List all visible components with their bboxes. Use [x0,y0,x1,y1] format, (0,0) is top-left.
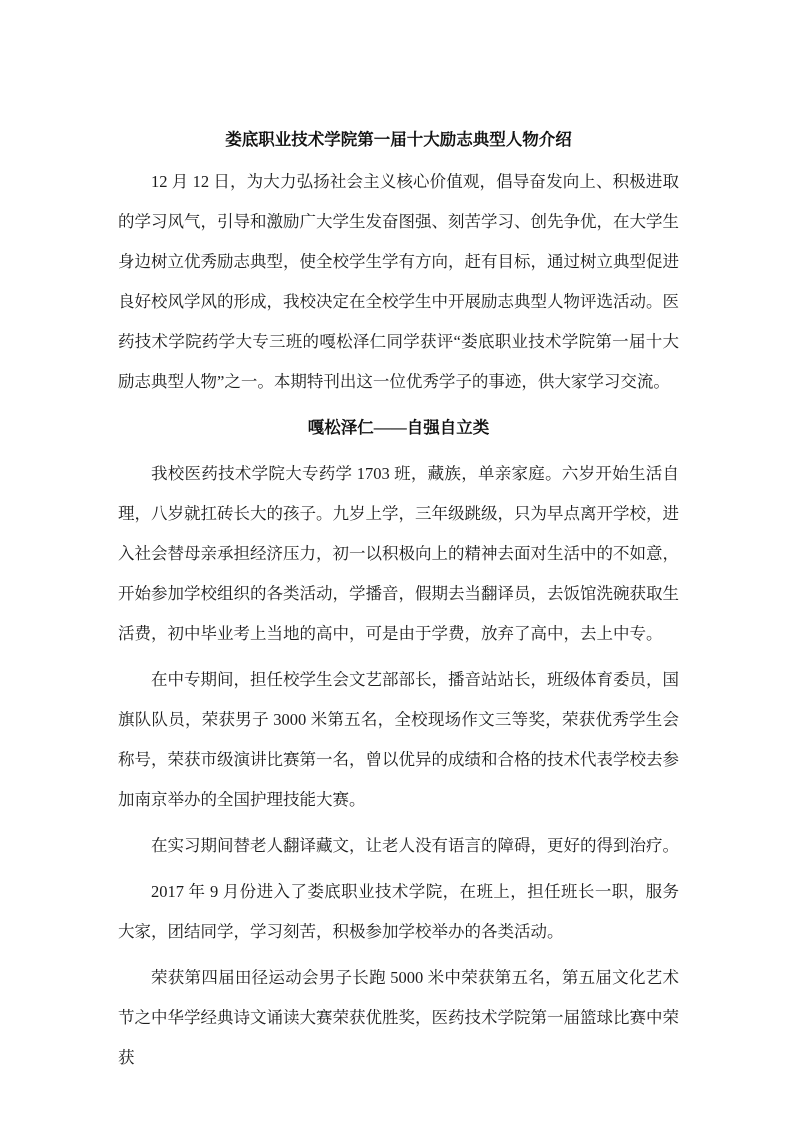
document-title: 娄底职业技术学院第一届十大励志典型人物介绍 [225,130,572,149]
section-heading: 嘎松泽仁——自强自立类 [307,418,490,437]
body-paragraph-5: 荣获第四届田径运动会男子长跑 5000 米中荣获第五名，第五届文化艺术节之中华学经典诗文诵读大赛荣获优胜奖，医药技术学院第一届篮球比赛中荣获 [118,968,679,1067]
intro-paragraph: 12 月 12 日，为大力弘扬社会主义核心价值观，倡导奋发向上、积极进取的学习风气，引导和激励广大学生发奋图强、刻苦学习、创先争优，在大学生身边树立优秀励志典型，使全校学生学有方向，赶有目标，通过树立典型促进良好校风学风的形成，我校决定在全校学生中开展励志典型人物评选活动。医药技术学院药学大专三班的嘎松泽仁同学获评“娄底职业技术学院第一届十大励志典型人物”之一。本期特刊出这一位优秀学子的事迹，供大家学习交流。 [118,172,679,391]
body-paragraph-1: 我校医药技术学院大专药学 1703 班，藏族，单亲家庭。六岁开始生活自理，八岁就扛砖长大的孩子。九岁上学，三年级跳级，只为早点离开学校，进入社会替母亲承担经济压力，初一以积极向上的精神去面对生活中的不如意，开始参加学校组织的各类活动，学播音，假期去当翻译员，去饭馆洗碗获取生活费，初中毕业考上当地的高中，可是由于学费，放弃了高中，去上中专。 [118,464,679,643]
body-paragraph-4: 2017 年 9 月份进入了娄底职业技术学院，在班上，担任班长一职，服务大家，团结同学，学习刻苦，积极参加学校举办的各类活动。 [118,882,679,941]
body-paragraph-3: 在实习期间替老人翻译藏文，让老人没有语言的障碍，更好的得到治疗。 [151,836,679,855]
body-paragraph-2: 在中专期间，担任校学生会文艺部部长，播音站站长，班级体育委员，国旗队队员，荣获男子 3000 米第五名，全校现场作文三等奖，荣获优秀学生会称号，荣获市级演讲比赛第一名，曾以优异的成绩和合格的技术代表学校去参加南京举办的全国护理技能大赛。 [118,670,679,809]
